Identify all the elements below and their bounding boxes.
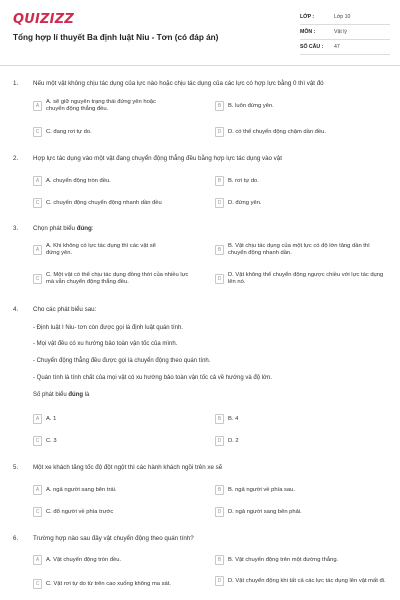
option-text: B. luôn đứng yên. [228, 102, 274, 109]
option-a[interactable] [33, 485, 208, 495]
statement-2: - Mọi vật đều có xu hướng bảo toàn vận tốc của mình. [33, 341, 178, 347]
option-b[interactable] [215, 414, 390, 424]
option-text: C. Vật rơi tự do từ trên cao xuống không ma sát. [46, 580, 171, 587]
statement-4: - Quán tính là tính chất của mọi vật có xu hướng bảo toàn vận tốc cả về hướng và độ lớn. [33, 375, 272, 381]
option-text: C. đang rơi tự do. [46, 128, 92, 135]
emphasis: đúng [76, 225, 92, 232]
option-letter-badge: D [215, 576, 224, 586]
option-letter-badge: B [215, 555, 224, 565]
question-text: Một xe khách tăng tốc độ đột ngột thì các hành khách ngồi trên xe sẽ [33, 464, 223, 471]
statement-1: - Định luật I Niu- tơn còn được gọi là định luật quán tính. [33, 325, 183, 331]
option-b[interactable] [215, 176, 390, 186]
question-number: 1. [13, 80, 19, 87]
option-text: B. Vật chịu tác dụng của một lực có độ lớn tăng dần thì chuyển động nhanh dần. [228, 243, 370, 256]
question-text: Chọn phát biểu đúng: [33, 225, 94, 232]
option-letter-badge: B [215, 101, 224, 111]
option-letter-badge: C [33, 507, 42, 517]
option-a[interactable] [33, 176, 208, 186]
option-c[interactable] [33, 272, 208, 286]
option-d[interactable] [215, 272, 390, 286]
option-text: D. Vật không thể chuyển động ngược chiều với lực tác dụng lên nó. [228, 272, 384, 285]
option-text: A. 1 [46, 415, 57, 422]
option-text: B. rơi tự do. [228, 177, 259, 184]
option-text: B. ngả người về phía sau. [228, 486, 295, 493]
statement-3: - Chuyển động thẳng đều được gọi là chuyển động theo quán tính. [33, 358, 211, 364]
option-text: A. ngả người sang bên trái. [46, 486, 117, 493]
option-letter-badge: A [33, 414, 42, 424]
option-text: B. Vật chuyển động trên một đường thẳng. [228, 556, 339, 563]
option-text: A. Khi không có lực tác dụng thì các vật sẽ đứng yên. [46, 243, 156, 256]
option-text: C. 3 [46, 437, 57, 444]
question-text: Cho các phát biểu sau: [33, 306, 97, 313]
quizizz-logo: QUIZIZZ [13, 12, 74, 27]
option-a[interactable] [33, 243, 208, 257]
option-d[interactable] [215, 127, 390, 137]
option-letter-badge: D [215, 507, 224, 517]
option-letter-badge: B [215, 485, 224, 495]
option-text: D. Vật chuyển động khi tất cả các lực tác dụng lên vật mất đi. [228, 577, 386, 584]
option-c[interactable] [33, 198, 208, 208]
option-text: D. có thể chuyển động chậm dần đều. [228, 128, 326, 135]
option-letter-badge: D [215, 198, 224, 208]
option-text: D. ngả người sang bên phải. [228, 508, 302, 515]
option-b[interactable] [215, 101, 390, 111]
option-letter-badge: A [33, 245, 42, 255]
question-number: 2. [13, 155, 19, 162]
meta-row-class [300, 10, 390, 25]
option-text: C. chuyển động chuyển động nhanh dần đều [46, 199, 162, 206]
option-text: C. Một vật có thể chịu tác dụng đồng thời của nhiều lực mà vẫn chuyển động thẳng đều. [46, 272, 189, 285]
option-letter-badge: B [215, 176, 224, 186]
question-number: 4. [13, 306, 19, 313]
option-a[interactable] [33, 414, 208, 424]
option-text: D. đứng yên. [228, 199, 262, 206]
question-text: Nếu một vật không chịu tác dụng của lực nào hoặc chịu tác dụng của các lực có hợp lực bằng 0 thì vật đó [33, 80, 324, 87]
option-letter-badge: D [215, 274, 224, 284]
document-header [0, 0, 400, 66]
option-d[interactable] [215, 436, 390, 446]
option-text: B. 4 [228, 415, 239, 422]
option-a[interactable] [33, 555, 208, 565]
option-a[interactable] [33, 99, 208, 113]
meta-table [300, 10, 390, 55]
option-b[interactable] [215, 555, 390, 565]
option-text: A. Vật chuyển động tròn đều. [46, 556, 122, 563]
meta-row-subject [300, 25, 390, 40]
option-c[interactable] [33, 579, 208, 589]
question-text: Hợp lực tác dụng vào một vật đang chuyển động thẳng đều bằng hợp lực tác dụng vào vật [33, 155, 282, 162]
option-b[interactable] [215, 243, 390, 257]
option-b[interactable] [215, 485, 390, 495]
question-text: Trường hợp nào sau đây vật chuyển động theo quán tính? [33, 535, 194, 542]
meta-value: Lớp 10 [334, 14, 351, 20]
count-prompt: Số phát biểu đúng là [33, 392, 90, 398]
option-text: A. chuyển động tròn đều. [46, 177, 111, 184]
option-text: D. 2 [228, 437, 239, 444]
option-letter-badge: A [33, 555, 42, 565]
meta-key: LỚP : [300, 14, 315, 20]
meta-value: 47 [334, 44, 340, 50]
option-letter-badge: C [33, 436, 42, 446]
meta-value: Vật lý [334, 29, 347, 35]
option-c[interactable] [33, 507, 208, 517]
meta-row-count [300, 40, 390, 55]
question-number: 3. [13, 225, 19, 232]
option-d[interactable] [215, 198, 390, 208]
option-c[interactable] [33, 436, 208, 446]
option-letter-badge: A [33, 176, 42, 186]
option-letter-badge: C [33, 127, 42, 137]
option-letter-badge: D [215, 127, 224, 137]
option-c[interactable] [33, 127, 208, 137]
question-number: 6. [13, 535, 19, 542]
meta-key: SỐ CÂU : [300, 44, 324, 50]
option-letter-badge: B [215, 414, 224, 424]
option-text: C. đổ người về phía trước [46, 508, 114, 515]
option-text: A. sẽ giữ nguyên trạng thái đứng yên hoặc chuyển động thẳng đều. [46, 99, 156, 112]
option-letter-badge: A [33, 485, 42, 495]
option-letter-badge: A [33, 101, 42, 111]
option-letter-badge: C [33, 579, 42, 589]
option-letter-badge: D [215, 436, 224, 446]
option-letter-badge: C [33, 274, 42, 284]
option-letter-badge: C [33, 198, 42, 208]
option-letter-badge: B [215, 245, 224, 255]
question-number: 5. [13, 464, 19, 471]
emphasis: đúng [68, 392, 84, 398]
meta-key: MÔN : [300, 29, 316, 35]
document-title: Tổng hợp lí thuyết Ba định luật Niu - Tơn (có đáp án) [13, 33, 219, 42]
option-d[interactable] [215, 507, 390, 517]
option-d[interactable] [215, 576, 390, 586]
